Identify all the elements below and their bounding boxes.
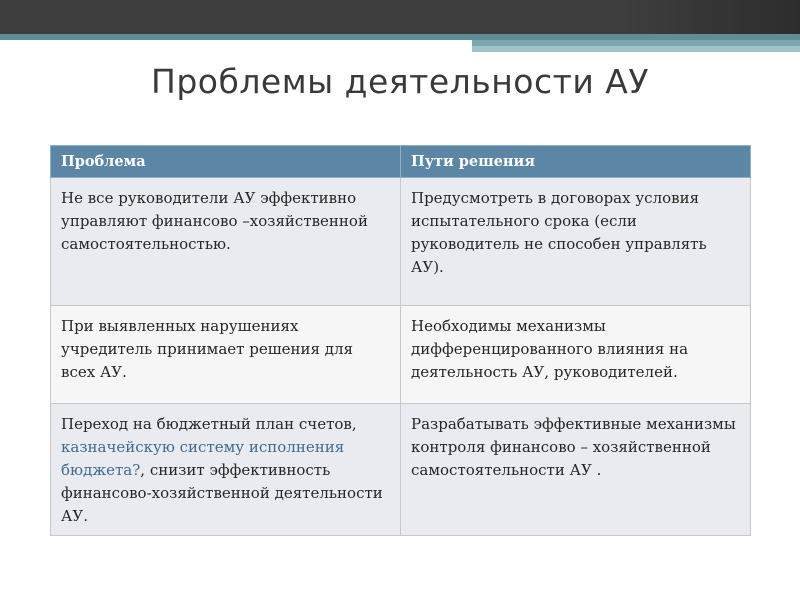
header-bar-shade [620, 0, 800, 34]
solution-cell: Необходимы механизмы дифференцированного влияния на деятельность АУ, руководителей. [401, 306, 751, 404]
problem-text-before: Переход на бюджетный план счетов, [61, 415, 357, 433]
problem-cell [51, 404, 401, 536]
header-bar-accent-2 [472, 46, 800, 52]
table-header-row [51, 146, 751, 178]
table-row [51, 178, 751, 306]
header-problem: Проблема [51, 146, 401, 178]
solution-cell: Предусмотреть в договорах условия испытательного срока (если руководитель не способен управлять АУ). [401, 178, 751, 306]
problem-cell: При выявленных нарушениях учредитель принимает решения для всех АУ. [51, 306, 401, 404]
table-row [51, 404, 751, 536]
problems-table [50, 145, 751, 536]
problem-cell: Не все руководители АУ эффективно управляют финансово –хозяйственной самостоятельностью. [51, 178, 401, 306]
treasury-system-link[interactable]: казначейскую систему исполнения бюджета? [61, 438, 345, 479]
solution-cell: Разрабатывать эффективные механизмы контроля финансово – хозяйственной самостоятельности АУ . [401, 404, 751, 536]
slide-title: Проблемы деятельности АУ [151, 62, 649, 101]
header-solutions: Пути решения [401, 146, 751, 178]
problem-text-after: , снизит эффективность финансово-хозяйственной деятельности АУ. [61, 461, 383, 525]
table-row [51, 306, 751, 404]
